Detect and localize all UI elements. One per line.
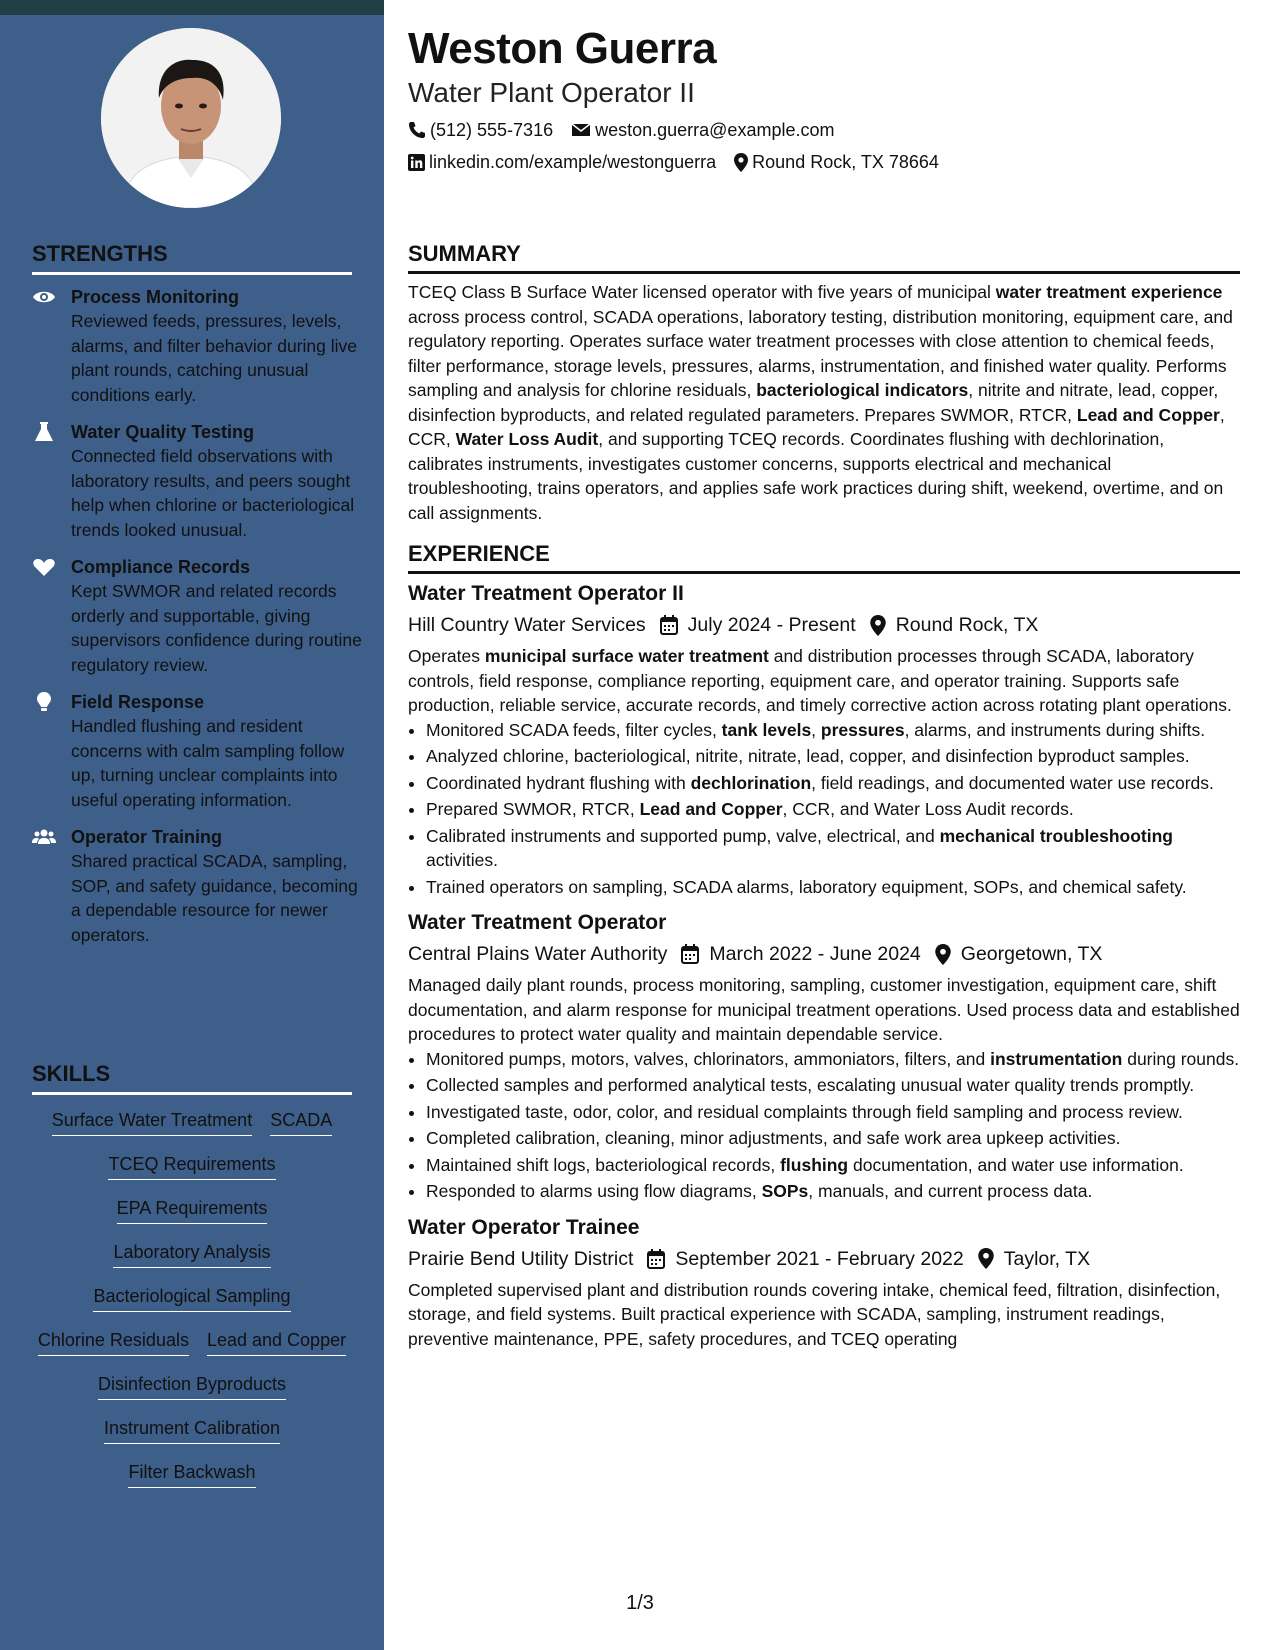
- job-bullets: [408, 718, 1240, 900]
- emphasis-text: instrumentation: [990, 1048, 1123, 1069]
- text-run: , CCR, and Water Loss Audit records.: [782, 799, 1074, 819]
- text-run: , and supporting TCEQ records. Coordinates flushing with dechlorination, calibrates instruments, investigates customer concerns, supports electrical and mechanical troubleshooting, trains operators, and applies safe work practices during shift, weekend, overtime, and on call assignments.: [408, 429, 1224, 523]
- job-title: Water Treatment Operator II: [408, 582, 684, 605]
- text-run: documentation, and water use information.: [848, 1154, 1184, 1175]
- job-dates: March 2022 - June 2024: [709, 943, 921, 965]
- experience-heading: EXPERIENCE: [408, 541, 1240, 574]
- text-run: activities.: [426, 850, 498, 870]
- bullet-item: [426, 1126, 1240, 1151]
- company-name: Prairie Bend Utility District: [408, 1247, 634, 1270]
- job-dates: July 2024 - Present: [687, 614, 856, 636]
- text-run: , CCR,: [408, 404, 1225, 449]
- candidate-name: Weston Guerra: [408, 24, 717, 73]
- linkedin-icon: [408, 154, 425, 171]
- text-run: Maintained shift logs, bacteriological records,: [426, 1154, 781, 1175]
- strength-description: Shared practical SCADA, sampling, SOP, and safety guidance, becoming a dependable resource for newer operators.: [71, 851, 358, 945]
- skill-tag: Instrument Calibration: [104, 1415, 280, 1444]
- map-pin-icon: [734, 153, 748, 172]
- emphasis-text: Lead and Copper: [639, 799, 783, 819]
- phone-icon: [408, 121, 426, 139]
- envelope-icon: [571, 122, 591, 138]
- emphasis-text: Lead and Copper: [1076, 404, 1220, 425]
- text-run: Operates: [408, 646, 485, 666]
- job-description: [408, 973, 1240, 1047]
- text-run: Completed supervised plant and distribution rounds covering intake, chemical feed, filtration, disinfection, storage, and field systems. Built practical experience with SCADA, sampling, instrument readings, preventive maintenance, PPE, safety procedures, and TCEQ operating: [408, 1279, 1221, 1349]
- text-run: , nitrite and nitrate, lead, copper, disinfection byproducts, and related regulated parameters. Prepares SWMOR, RTCR,: [408, 380, 1219, 425]
- flask-icon: [32, 421, 56, 443]
- emphasis-text: municipal surface water treatment: [484, 646, 769, 666]
- text-run: , manuals, and current process data.: [808, 1181, 1093, 1201]
- summary-text: [408, 280, 1240, 525]
- text-run: Analyzed chlorine, bacteriological, nitrite, nitrate, lead, copper, and disinfection byproduct samples.: [426, 746, 1190, 766]
- strength-title: Field Response: [71, 692, 205, 712]
- strength-item: [32, 825, 362, 947]
- skill-tag: TCEQ Requirements: [108, 1151, 275, 1180]
- bullet-item: [426, 1179, 1240, 1204]
- skill-tag: Lead and Copper: [207, 1327, 346, 1356]
- company-name: Central Plains Water Authority: [408, 943, 668, 965]
- emphasis-text: dechlorination: [690, 772, 812, 793]
- lightbulb-icon: [32, 691, 56, 713]
- page-number: 1/3: [626, 1592, 654, 1614]
- skills-heading: SKILLS: [32, 1061, 352, 1095]
- bullet-item: [426, 1153, 1240, 1178]
- strengths-heading: STRENGTHS: [32, 241, 352, 275]
- job-title: Water Operator Trainee: [408, 1215, 640, 1239]
- job-dates: September 2021 - February 2022: [675, 1247, 964, 1270]
- emphasis-text: pressures: [820, 719, 905, 740]
- emphasis-text: flushing: [780, 1154, 849, 1175]
- experience-section: [408, 541, 1240, 1351]
- bullet-item: [426, 1100, 1240, 1125]
- text-run: TCEQ Class B Surface Water licensed operator with five years of municipal: [408, 282, 996, 302]
- strength-item: [32, 555, 362, 677]
- skills-list: [32, 1107, 352, 1488]
- bullet-item: [426, 1073, 1240, 1098]
- text-run: Monitored pumps, motors, valves, chlorinators, ammoniators, filters, and: [426, 1048, 991, 1069]
- location-text: Round Rock, TX 78664: [752, 152, 939, 172]
- emphasis-text: water treatment experience: [995, 282, 1223, 302]
- linkedin-link[interactable]: linkedin.com/example/westonguerra: [429, 152, 717, 172]
- job-entry: [408, 1214, 1240, 1352]
- emphasis-text: Water Loss Audit: [455, 429, 599, 449]
- strength-title: Compliance Records: [71, 557, 251, 577]
- map-pin-icon: [870, 615, 886, 636]
- skill-tag: Chlorine Residuals: [38, 1327, 189, 1356]
- contact-row: [408, 146, 1240, 178]
- skill-tag: SCADA: [270, 1107, 332, 1136]
- calendar-icon: [681, 944, 699, 964]
- job-location: Georgetown, TX: [960, 943, 1103, 965]
- strength-title: Operator Training: [71, 827, 223, 847]
- job-location: Round Rock, TX: [895, 614, 1039, 636]
- strength-description: Handled flushing and resident concerns with calm sampling follow up, turning unclear complaints into useful operating information.: [71, 716, 345, 810]
- skill-tag: Bacteriological Sampling: [93, 1283, 290, 1312]
- calendar-icon: [660, 615, 678, 635]
- job-description: [408, 644, 1240, 718]
- strengths-list: [32, 285, 362, 960]
- text-run: Monitored SCADA feeds, filter cycles,: [426, 719, 722, 740]
- summary-section: [408, 241, 1240, 525]
- skill-tag: Laboratory Analysis: [113, 1239, 270, 1268]
- calendar-icon: [647, 1249, 665, 1269]
- bullet-item: [426, 1047, 1240, 1072]
- strength-item: [32, 420, 362, 542]
- top-accent-bar: [0, 0, 384, 15]
- text-run: Managed daily plant rounds, process monitoring, sampling, customer investigation, equipment care, shift documentation, and alarm response for municipal treatment operations. Used process data and established procedures to protect water quality and maintain dependable service.: [408, 975, 1240, 1044]
- contact-row: [408, 114, 1240, 146]
- skill-tag: Filter Backwash: [128, 1459, 255, 1488]
- phone-text: (512) 555-7316: [430, 120, 554, 140]
- candidate-title: Water Plant Operator II: [408, 77, 695, 108]
- strength-title: Water Quality Testing: [71, 422, 255, 442]
- job-description: [408, 1278, 1240, 1352]
- header: [408, 22, 1240, 178]
- text-run: Coordinated hydrant flushing with: [426, 772, 691, 793]
- strength-title: Process Monitoring: [71, 287, 240, 307]
- strength-description: Reviewed feeds, pressures, levels, alarms, and filter behavior during live plant rounds, catching unusual conditions early.: [71, 311, 357, 405]
- users-icon: [32, 826, 56, 848]
- text-run: Calibrated instruments and supported pump, valve, electrical, and: [426, 825, 940, 846]
- bullet-item: [426, 824, 1240, 873]
- job-title: Water Treatment Operator: [408, 911, 667, 934]
- strength-item: [32, 285, 362, 407]
- map-pin-icon: [978, 1248, 994, 1269]
- text-run: and distribution processes through SCADA, laboratory controls, field response, compliance reporting, equipment care, and operator training. Supports safe production, reliable service, accurate records, and timely corrective action across rotating plant operations.: [408, 646, 1232, 715]
- bullet-item: [426, 718, 1240, 743]
- text-run: Completed calibration, cleaning, minor adjustments, and safe work area upkeep activities.: [426, 1128, 1121, 1148]
- company-name: Hill Country Water Services: [408, 614, 646, 636]
- emphasis-text: tank levels: [721, 719, 812, 740]
- job-meta: [408, 1244, 1240, 1274]
- strength-description: Kept SWMOR and related records orderly and supportable, giving supervisors confidence during routine regulatory review.: [71, 581, 362, 675]
- strength-description: Connected field observations with laboratory results, and peers sought help when chlorine or bacteriological trends looked unusual.: [71, 446, 355, 540]
- profile-photo: [101, 28, 281, 208]
- text-run: Trained operators on sampling, SCADA alarms, laboratory equipment, SOPs, and chemical safety.: [426, 876, 1187, 897]
- emphasis-text: bacteriological indicators: [756, 380, 969, 400]
- location-contact: [734, 146, 939, 178]
- job-meta: [408, 939, 1240, 969]
- skill-tag: EPA Requirements: [117, 1195, 268, 1224]
- eye-icon: [32, 286, 56, 308]
- email-link[interactable]: weston.guerra@example.com: [595, 120, 835, 140]
- text-run: Investigated taste, odor, color, and residual complaints through field sampling and process review.: [426, 1101, 1183, 1122]
- text-run: across process control, SCADA operations, laboratory testing, distribution monitoring, equipment care, and regulatory reporting. Operates surface water treatment processes with close attention to chemical feeds, filter performance, storage levels, pressures, alarms, instrumentation, and finished water quality. Performs sampling and analysis for chlorine residuals,: [408, 306, 1233, 400]
- linkedin-contact[interactable]: [408, 146, 716, 178]
- email-contact[interactable]: [571, 114, 834, 146]
- phone-contact: [408, 114, 553, 146]
- bullet-item: [426, 744, 1240, 769]
- bullet-item: [426, 875, 1240, 900]
- text-run: ,: [811, 719, 821, 740]
- strength-item: [32, 690, 362, 812]
- heart-icon: [32, 556, 56, 578]
- map-pin-icon: [935, 944, 951, 965]
- bullet-item: [426, 797, 1240, 822]
- text-run: Collected samples and performed analytical tests, escalating unusual water quality trends promptly.: [426, 1075, 1195, 1095]
- job-location: Taylor, TX: [1003, 1247, 1091, 1270]
- text-run: Prepared SWMOR, RTCR,: [426, 799, 640, 819]
- emphasis-text: mechanical troubleshooting: [939, 825, 1173, 846]
- job-meta: [408, 610, 1240, 640]
- skill-tag: Disinfection Byproducts: [98, 1371, 286, 1400]
- job-entry: [408, 580, 1240, 899]
- text-run: , field readings, and documented water use records.: [811, 772, 1214, 793]
- job-entry: [408, 909, 1240, 1204]
- summary-heading: SUMMARY: [408, 241, 1240, 274]
- job-bullets: [408, 1047, 1240, 1204]
- text-run: , alarms, and instruments during shifts.: [904, 719, 1206, 740]
- emphasis-text: SOPs: [761, 1181, 809, 1201]
- skill-tag: Surface Water Treatment: [52, 1107, 252, 1136]
- text-run: during rounds.: [1122, 1048, 1240, 1069]
- bullet-item: [426, 771, 1240, 796]
- text-run: Responded to alarms using flow diagrams,: [426, 1181, 762, 1201]
